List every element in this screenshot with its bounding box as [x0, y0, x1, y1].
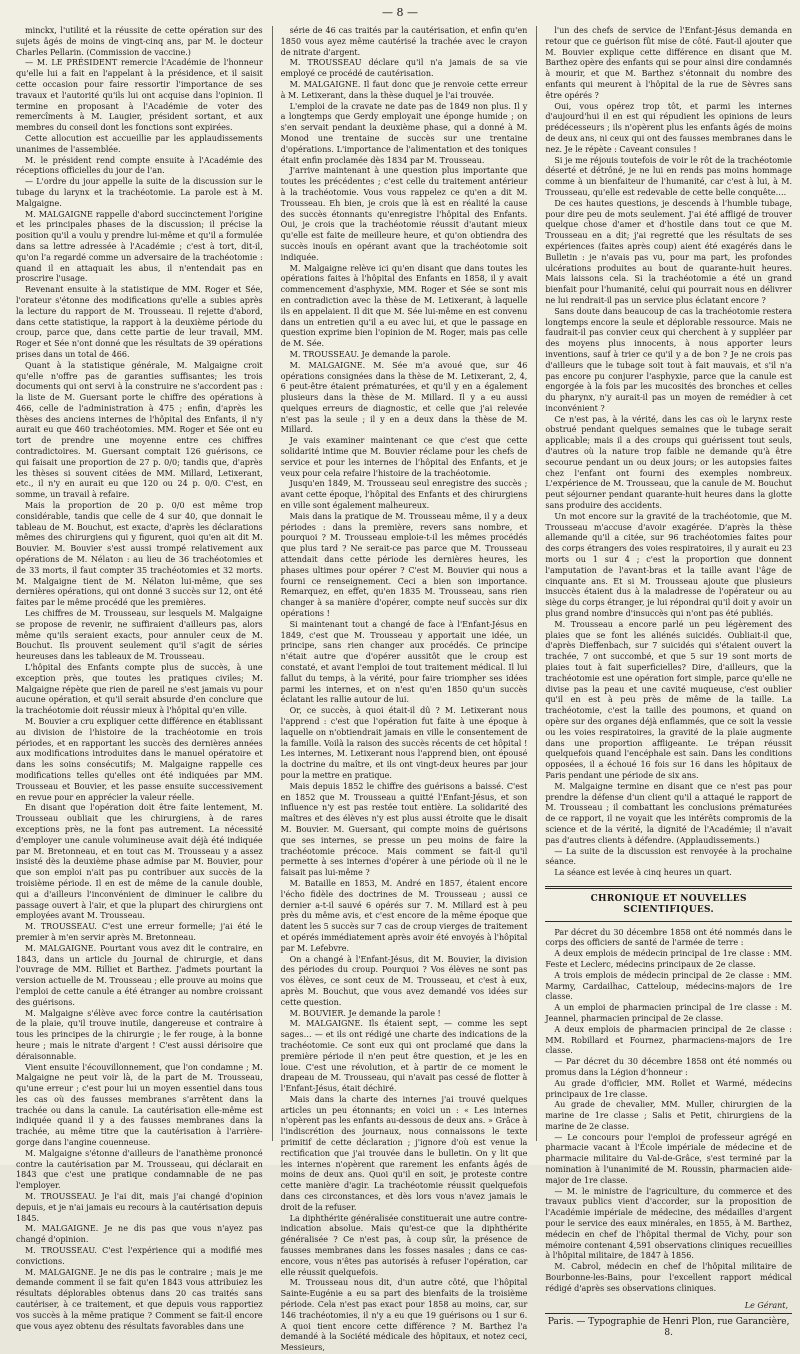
paragraph: L'emploi de la cravate ne date pas de 1849 non plus. Il y a longtemps que Gerdy employait une éponge humide ; on s'en servait pendant la deuxième phase, qui a donné à M. Monod une trentaine de succès sur une trentaine d'opérations. L'importance de l'alimentation et des toniques était enfin proclamée dès 1834 par M. Trousseau. [280, 101, 528, 165]
column-3 [536, 26, 793, 1339]
section-rule-top [545, 886, 792, 889]
paragraph: Par décret du 30 décembre 1858 ont été nommés dans le corps des officiers de santé de l'armée de terre : [545, 927, 793, 948]
paragraph: Mais dans la pratique de M. Trousseau même, il y a deux périodes : dans la première, revers sans nombre, et pourquoi ? M. Trousseau emploie-t-il les mêmes procédés que plus tard ? Ne serait-ce pas parce que M. Trousseau attendait dans cette période les dernières heures, les phases ultimes pour opérer ? C'est M. Bouvier qui nous a fourni ce renseignement. Ceci a bien son importance. Remarquez, en effet, qu'en 1835 M. Trousseau, sans rien changer à sa manière d'opérer, compte neuf succès sur dix opérations ! [280, 511, 528, 619]
column-2 [272, 26, 528, 1353]
paragraph: L'hôpital des Enfants compte plus de succès, à une exception près, que toutes les pratiques civiles; M. Malgaigne répète que rien de pareil ne s'est jamais vu pour aucune opération, et qu'il serait absurde d'en conclure que la trachéotomie doit réussir mieux à l'hôpital qu'en ville. [16, 663, 263, 716]
column-1 [16, 26, 263, 1331]
paragraph: M. MALGAIGNE. Il faut donc que je renvoie cette erreur à M. Letixerant, dans la thèse duquel je l'ai trouvée. [280, 79, 528, 100]
paragraph: A deux emplois de médecin principal de 1re classe : MM. Feste et Leclerc, médecins principaux de 2e classe. [545, 949, 793, 969]
paragraph: Vient ensuite l'écouvillonnement, que l'on condamne ; M. Malgaigne ne peut voir là, de la part de M. Trousseau, qu'une erreur ; c'est pour lui un moyen essentiel dans tous les cas où des fausses membranes s'arrêtent dans la trachée ou dans la canule. La cautérisation elle-même est indiquée quand il y a des fausses membranes dans la trachée, au même titre que la cautérisation à l'arrière-gorge dans l'angine couenneuse. [16, 1062, 263, 1148]
gerant-signoff: Le Gérant, [744, 1300, 789, 1310]
paragraph: Au grade d'officier, MM. Rollet et Warmé, médecins principaux de 1re classe. [545, 1078, 793, 1099]
paragraph: Oui, vous opérez trop tôt, et parmi les internes d'aujourd'hui il en est qui répudient les opinions de leurs prédécesseurs ; ils n'opèrent plus les enfants âgés de moins de deux ans, ni ceux qui ont des fausses membranes dans le nez. Je le répète : Caveant consules ! [545, 101, 793, 154]
paragraph: M. Malgaigne s'élève avec force contre la cautérisation de la plaie, qu'il trouve inutile, dangereuse et contraire à tous les principes de la chirurgie ; le fer rouge, à la bonne heure ; mais le nitrate d'argent ! C'est aussi dérisoire que déraisonnable. [16, 1008, 263, 1061]
paragraph: M. TROUSSEAU. C'est l'expérience qui a modifié mes convictions. [16, 1246, 263, 1266]
section-heading: CHRONIQUE ET NOUVELLES SCIENTIFIQUES. [590, 893, 747, 915]
paragraph: On a changé à l'Enfant-Jésus, dit M. Bouvier, la division des périodes du croup. Pourquoi ? Vos élèves ne sont pas vos élèves, ce sont ceux de M. Trousseau, et c'est à eux, après M. Bouchut, que vous avez demandé vos idées sur cette question. [280, 954, 528, 1007]
paragraph: Or, ce succès, à quoi était-il dû ? M. Letixerant nous l'apprend : c'est que l'opération fut faite à une époque à laquelle on n'obtiendrait jamais en ville le consentement de la famille. Voilà la raison des succès récents de cet hôpital ! Les internes, M. Letixerant nous l'apprend bien, ont épousé la doctrine du maître, et ils ont vingt-deux heures par jour pour la mettre en pratique. [280, 706, 528, 780]
paragraph: l'un des chefs de service de l'Enfant-Jésus demanda en retour que ce guérison fût mise de côté. Faut-il ajouter que M. Bouvier explique cette différence en disant que M. Barthez opère des enfants qui se pour ainsi dire condamnés à mourir, et que M. Barthez s'étonnait du nombre des enfants qui meurent à l'hôpital de la rue de Sèvres sans être opérés ? [545, 26, 793, 100]
paragraph: En disant que l'opération doit être faite lentement, M. Trousseau oubliait que les chirurgiens, à de rares exceptions près, ne la font pas autrement. La nécessité d'employer une canule volumineuse avait déjà été indiquée par M. Bretonneau, et en tout cas M. Trousseau y a assez insisté dès la deuxième phase admise par M. Bouvier, pour que son emploi n'ait pas pu contribuer aux succès de la troisième période. Il en est de même de la canule double, qui a d'ailleurs l'inconvénient de diminuer le calibre du passage ouvert à l'air, et que la plupart des chirurgiens ont employées avant M. Trousseau. [16, 803, 263, 921]
paragraph: Revenant ensuite à la statistique de MM. Roger et Sée, l'orateur s'étonne des modifications qu'elle a subies après la lecture du rapport de M. Trousseau. Il rejette d'abord, dans cette statistique, la rapport à la deuxième période du croup, parce que, dans cette partie de leur travail, MM. Roger et Sée n'ont donné que les résultats de 39 opérations prises dans un total de 466. [16, 285, 263, 359]
paragraph: M. TROUSSEAU. C'est une erreur formelle; j'ai été le premier à m'en servir après M. Bretonneau. [16, 922, 263, 942]
paragraph: La diphthérite généralisée constituerait une autre contre-indication absolue. Mais qu'est-ce que la diphthérite généralisée ? Ce n'est pas, à coup sûr, la présence de fausses membranes dans les fosses nasales ; dans ce cas-encore, vous n'êtes pas autorisés à refuser l'opération, car elle réussit quelquefois. [280, 1213, 528, 1277]
paragraph: A deux emplois de pharmacien principal de 2e classe : MM. Robillard et Fournez, pharmaciens-majors de 1re classe. [545, 1024, 793, 1056]
paragraph: M. le président rend compte ensuite à l'Académie des réceptions officielles du jour de l'an. [16, 155, 263, 176]
paragraph: M. TROUSSEAU. Je l'ai dit, mais j'ai changé d'opinion depuis, et je n'ai jamais eu recours à la cautérisation depuis 1845. [16, 1192, 263, 1223]
columns [16, 26, 793, 1353]
paragraph: Mais dans la charte des internes j'ai trouvé quelques articles un peu étonnants; en voici un : « Les internes n'opèrent pas les enfants au-dessous de deux ans. » Grâce à l'indiscrétion des journaux, nous connaissons le texte primitif de cette déclaration ; j'ignore d'où est venue la rectification que j'ai trouvée dans le bulletin. On y lit que les internes n'opèrent que rarement les enfants âgés de moins de deux ans. Quoi qu'il en soit, je proteste contre cette manière d'agir. La trachéotomie réussit quelquefois dans ces circonstances, et dès lors vous n'avez jamais le droit de la refuser. [280, 1094, 528, 1212]
paragraph: Mais depuis 1852 le chiffre des guérisons a baissé. C'est en 1852 que M. Trousseau a quitté l'Enfant-Jésus, et son influence n'y est pas restée tout entière. La solidarité des maîtres et des élèves n'y est plus aussi étroite que le disait M. Bouvier. M. Guersant, qui compte moins de guérisons que ses internes, se presse un peu moins de faire la trachéotomie précoce. Mais comment se fait-il qu'il permette à ses internes d'opérer à une période où il ne le faisait pas lui-même ? [280, 781, 528, 878]
paragraph: La séance est levée à cinq heures un quart. [554, 868, 732, 878]
paragraph: M. Trousseau nous dit, d'un autre côté, que l'hôpital Sainte-Eugénie a eu sa part des bienfaits de la troisième période. Cela n'est pas exact pour 1858 au moins, car, sur 146 trachéotomies, il n'y a eu que 19 guérisons ou 1 sur 6. A quoi tient encore cette différence ? M. Barthez l'a demandé à la Société médicale des hôpitaux, et notez ceci, Messieurs, [280, 1278, 528, 1353]
paragraph: Ce n'est pas, à la vérité, dans les cas où le larynx reste obstrué pendant quelques semaines que le tubage serait applicable; mais il a des croups qui guérissent tout seuls, d'autres où la nature trop faible ne demande qu'à être secourue pendant un ou deux jours; or les autopsies faites chez l'enfant ont fourni des exemples nombreux. L'expérience de M. Trousseau, que la canule de M. Bouchut peut séjourner pendant quarante-huit heures dans la glotte sans produire des accidents. [545, 414, 793, 511]
paragraph: série de 46 cas traités par la cautérisation, et enfin qu'en 1850 vous ayez même cautérisé la trachée avec le crayon de nitrate d'argent. [280, 26, 528, 57]
paragraph: Si je me réjouis toutefois de voir le rôt de la trachéotomie déserté et détrôné, je ne lui en rends pas moins hommage comme à un bienfaiteur de l'humanité, car c'est à lui, à M. Trousseau, qu'elle est redevable de cette belle conquête…. [545, 155, 793, 197]
paragraph: M. MALGAIGNE rappelle d'abord succinctement l'origine et les principales phases de la discussion; il précise la position qu'il a voulu y prendre lui-même et qu'il a formulée dans sa lettre adressée à l'Académie ; c'est à tort, dit-il, qu'on l'a regardé comme un adversaire de la trachéotomie : quand il en attaquait les abus, il n'entendait pas en proscrire l'usage. [16, 209, 263, 284]
paragraph: M. MALGAIGNE. Ils étaient sept, — comme les sept sages… — et ils ont rédigé une charte des indications de la trachéotomie. Ce sont eux qui ont proclamé que dans la première période il n'en peut être question, et je les en loue. C'est une révolution, et à partir de ce moment le drapeau de M. Trousseau, qui n'avait pas cessé de flotter à l'Enfant-Jésus, était déchiré. [280, 1019, 528, 1094]
paragraph: Quant à la statistique générale, M. Malgaigne croit qu'elle n'offre pas de garanties suffisantes; les trois documents qui ont servi à la construire ne s'accordent pas : la liste de M. Guersant porte le chiffre des opérations à 466, celle de l'administration à 475 ; enfin, d'après les thèses des anciens internes de l'hôpital des Enfants, il n'y aurait eu que 460 trachéotomies. MM. Roger et Sée ont eu tort de prendre une moyenne entre ces chiffres contradictoires. M. Guersant comptait 126 guérisons, ce qui faisait une proportion de 27 p. 0/0; tandis que, d'après les thèses si souvent citées de MM. Millard, Letixerant, etc., il n'y en aurait eu que 120 ou 24 p. 0/0. C'est, en somme, un travail à refaire. [16, 360, 263, 500]
paragraph: M. Bataille en 1853, M. André en 1857, étaient encore l'écho fidèle des doctrines de M. Trousseau ; aussi ce dernier a-t-il sauvé 6 opérés sur 7. M. Millard est à peu près du même avis, et c'est encore de la même époque que datent les 5 succès sur 7 cas de croup vierges de traitement et opérés immédiatement après avoir été envoyés à l'hôpital par M. Lefebvre. [280, 878, 528, 953]
paragraph: — M. le ministre de l'agriculture, du commerce et des travaux publics vient d'accorder, sur la proposition de l'Académie impériale de médecine, des médailles d'argent pour le service des eaux minérales, en 1855, à M. Barthez, médecin en chef de l'hôpital thermal de Vichy, pour son mémoire contenant 4,591 observations cliniques recueillies à l'hôpital militaire, de 1847 à 1856. [545, 1186, 793, 1261]
paragraph: Jusqu'en 1849, M. Trousseau seul enregistre des succès ; avant cette époque, l'hôpital des Enfants et des chirurgiens en ville sont également malheureux. [280, 479, 528, 511]
paragraph: M. Malgaigne s'étonne d'ailleurs de l'anathème prononcé contre la cautérisation par M. Trousseau, qui déclarait en 1843 que c'est une pratique condamnable de ne pas l'employer. [16, 1148, 263, 1191]
paragraph: M. MALGAIGNE. Je ne dis pas le contraire ; mais je me demande comment il se fait qu'en 1843 vous attribuiez les résultats déplorables obtenus dans 20 cas traités sans cautériser, à ce traitement, et que depuis vous rapportiez vos succès à la même pratique ? Comment se fait-il encore que vous ayez obtenu des résultats favorables dans une [16, 1267, 263, 1331]
section-rule-bottom [545, 921, 792, 922]
paragraph: Si maintenant tout a changé de face à l'Enfant-Jésus en 1849, c'est que M. Trousseau y apportait une idée, un principe, sans rien changer aux procédés. Ce principe n'était autre que d'opérer aussitôt que le croup est constaté, et avant l'emploi de tout traitement médical. Il lui fallut du temps, à la vérité, pour faire triompher ses idées parmi les internes, et on n'est qu'en 1850 qu'un succès éclatant les rallie autour de lui. [280, 619, 528, 705]
paragraph: — La suite de la discussion est renvoyée à la prochaine séance. [545, 846, 793, 867]
paragraph: — L'ordre du jour appelle la suite de la discussion sur le tubage du larynx et la trachéotomie. La parole est à M. Malgaigne. [16, 177, 263, 208]
paragraph: M. MALGAIGNE. Pourtant vous avez dit le contraire, en 1843, dans un article du Journal de chirurgie, et dans l'ouvrage de MM. Rilliet et Barthez. J'admets pourtant la version actuelle de M. Trousseau ; elle prouve au moins que l'emploi de cette canule a été étranger au nombre croissant des guérisons. [16, 943, 263, 1007]
printer-imprint: Paris. — Typographie de Henri Plon, rue Garancière, 8. [545, 1313, 792, 1339]
paragraph: M. TROUSSEAU déclare qu'il n'a jamais de sa vie employé ce procédé de cautérisation. [280, 58, 528, 79]
paragraph: De ces hautes questions, je descends à l'humble tubage, pour dire peu de mots seulement. J'ai été affligé de trouver quelque chose d'amer et d'hostile dans tout ce que M. Trousseau en a dit; j'ai regretté que les résultats de ses expériences (faites après coup) aient été exagérés dans le Bulletin : je n'avais pas vu, pour ma part, les profondes ulcérations produites au bout de quarante-huit heures. Mais laissons cela. Si la trachéotomie a été un grand bienfait pour l'humanité, celui qui pourrait nous en délivrer ne lui rendrait-il pas un service plus éclatant encore ? [545, 198, 793, 305]
paragraph: Je vais examiner maintenant ce que c'est que cette solidarité intime que M. Bouvier réclame pour les chefs de service et pour les internes de l'hôpital des Enfants, et je veux pour cela refaire l'histoire de la trachéotomie. [280, 436, 528, 478]
paragraph: — Le concours pour l'emploi de professeur agrégé en pharmacie vacant à l'École impériale de médecine et de pharmacie militaire du Val-de-Grâce, s'est terminé par la nomination à l'unanimité de M. Roussin, pharmacien aide-major de 1re classe. [545, 1132, 793, 1185]
paragraph: M. Cabrol, médecin en chef de l'hôpital militaire de Bourbonne-les-Bains, pour l'excellent rapport médical rédigé d'après ses observations cliniques. [545, 1262, 793, 1293]
paragraph: M. TROUSSEAU. Je demande la parole. [289, 349, 451, 359]
paragraph: A trois emplois de médecin principal de 2e classe : MM. Marmy, Cardailhac, Catteloup, médecins-majors de 1re classe. [545, 970, 793, 1002]
paragraph: minckx, l'utilité et la réussite de cette opération sur des sujets âgés de moins de vingt-cinq ans, par M. le docteur Charles Pellarin. (Commission de vaccine.) [16, 26, 263, 57]
paragraph: A un emploi de pharmacien principal de 1re classe : M. Jeannel, pharmacien principal de 2e classe. [545, 1003, 793, 1023]
column-3-paragraphs [545, 26, 792, 879]
column-2-paragraphs [281, 26, 528, 1354]
paragraph: J'arrive maintenant à une question plus importante que toutes les précédentes ; c'est celle du traitement antérieur à la trachéotomie. Vous vous rappelez ce qu'en a dit M. Trousseau. Eh bien, je crois que là est en réalité la cause des succès étonnants qu'enregistre l'hôpital des Enfants. Oui, je crois que la trachéotomie réussit d'autant mieux qu'elle est faite de meilleure heure, et qu'on obtiendra des succès inouïs en opérant avant que la trachéotomie soit indiquée. [280, 166, 528, 262]
news-section [545, 886, 792, 922]
paragraph: Mais la proportion de 20 p. 0/0 est même trop considérable, tandis que celle de 4 sur 40, que donnait le tableau de M. Bouchut, est exacte, d'après les déclarations mêmes des chirurgiens qui y figurent, quoi qu'en ait dit M. Bouvier. M. Bouvier s'est aussi trompé relativement aux opérations de M. Nélaton : au lieu de 36 trachéotomies et de 33 morts, il faut compter 35 trachéotomies et 32 morts. M. Malgaigne tient de M. Nélaton lui-même, que ses dernières opérations, qui ont donné 3 succès sur 12, ont été faites par le même procédé que les premières. [16, 501, 263, 608]
paragraph: Les chiffres de M. Trousseau, sur lesquels M. Malgaigne se propose de revenir, ne suffiraient d'ailleurs pas, alors même qu'ils seraient exacts, pour annuler ceux de M. Bouchut. Ils prouvent seulement qu'il s'agit de séries heureuses dans les tableaux de M. Trousseau. [16, 609, 263, 662]
paragraph: Sans doute dans beaucoup de cas la trachéotomie restera longtemps encore la seule et déplorable ressource. Mais ne faudrait-il pas convier ceux qui cherchent à y suppléer par des moyens plus innocents, à nous apporter leurs inventions, sauf à trier ce qu'il y a de bon ? Je ne crois pas d'ailleurs que le tubage soit tout à fait mauvais, et s'il n'a pas encore pu conjurer l'asphyxie, parce que la canule est engorgée à la fois par les mucosités des bronches et celles du pharynx, n'y aurait-il pas un moyen de remédier à cet inconvénient ? [545, 306, 793, 413]
paragraph: Au grade de chevalier, MM. Muller, chirurgien de la marine de 1re classe ; Salis et Petit, chirurgiens de la marine de 2e classe. [545, 1100, 793, 1131]
paragraph: Un mot encore sur la gravité de la trachéotomie, que M. Trousseau m'accuse d'avoir exagérée. D'après la thèse allemande qu'il a citée, sur 96 trachéotomies faites pour des corps étrangers des voies respiratoires, il y aurait eu 23 morts ou 1 sur 4 ; c'est la proportion que donnent l'amputation de l'avant-bras et la taille avant l'âge de cinquante ans. Et si M. Trousseau ajoute que plusieurs insuccès étaient dus à la maladresse de l'opérateur ou au siège du corps étranger, je lui répondrai qu'il doit y avoir un plus grand nombre d'insuccès qui n'ont pas été publiés. [545, 511, 793, 619]
paragraph: — Par décret du 30 décembre 1858 ont été nommés ou promus dans la Légion d'honneur : [545, 1057, 793, 1077]
paragraph: M. Bouvier a cru expliquer cette différence en établissant au division de l'histoire de la trachéotomie en trois périodes, et en rapportant les succès des dernières années aux modifications introduites dans le manuel opératoire et dans les soins consécutifs; M. Malgaigne rappelle ces modifications telles qu'elles ont été indiquées par MM. Trousseau et Bouvier, et les passe ensuite successivement en revue pour en apprécier la valeur réelle. [16, 717, 263, 802]
news-paragraphs [545, 928, 792, 1295]
page-number: — 8 — [382, 6, 418, 19]
paragraph: — M. LE PRÉSIDENT remercie l'Académie de l'honneur qu'elle lui a fait en l'appelant à la présidence, et il saisit cette occasion pour faire ressortir l'importance de ses travaux et l'autorité qu'ils lui ont acquise dans l'opinion. Il termine en proposant à l'Académie de voter des remercîments à M. Laugier, président sortant, et aux membres du conseil dont les fonctions sont expirées. [16, 58, 263, 133]
column-1-paragraphs [16, 26, 263, 1332]
paragraph: M. MALGAIGNE. M. Sée m'a avoué que, sur 46 opérations consignées dans la thèse de M. Letixerant, 2, 4, 6 peut-être étaient prématurées, et qu'il y en a également plusieurs dans la thèse de M. Millard. Il y a eu aussi quelques erreurs de diagnostic, et celle que j'ai relevée n'est pas la seule ; il y en a deux dans la thèse de M. Millard. [280, 360, 528, 435]
paragraph: M. Malgaigne termine en disant que ce n'est pas pour prendre la défense d'un client qu'il a attaqué le rapport de M. Trousseau ; il combattant les conclusions prématurées de ce rapport, il ne voyait que les intérêts compromis de la science et de la vérité, la dignité de l'Académie; il n'avait pas d'autres clients à défendre. (Applaudissements.) [545, 781, 793, 845]
paragraph: Cette allocution est accueillie par les applaudissements unanimes de l'assemblée. [16, 133, 263, 154]
paragraph: M. BOUVIER. Je demande la parole ! [289, 1008, 441, 1018]
paragraph: M. Malgaigne relève ici qu'en disant que dans toutes les opérations faites à l'hôpital des Enfants en 1858, il y avait commencement d'asphyxie, MM. Roger et Sée se sont mis en contradiction avec la thèse de M. Letixerant, à laquelle ils en appelaient. Il dit que M. Sée lui-même en est convenu dans un entretien qu'il a eu avec lui, et que le passage en question exprime bien l'opinion de M. Roger, mais pas celle de M. Sée. [280, 263, 528, 349]
paragraph: M. MALGAIGNE. Je ne dis pas que vous n'ayez pas changé d'opinion. [16, 1224, 263, 1245]
paragraph: M. Trousseau a encore parlé un peu légèrement des plaies que se font les aliénés suicidés. Oubliait-il que, d'après Dieffenbach, sur 7 suicidés qui s'étaient ouvert la trachée, 7 ont succombé, et que 5 sur 19 sont morts de plaies tout à fait superficielles? Dire, d'ailleurs, que la trachéotomie est une opération fort simple, parce qu'elle ne divise pas la peau et une cavité muqueuse, c'est oublier qu'il en est à peu près de même de la taille. La trachéotomie, c'est la taille des poumons, et quand on opère sur des organes déjà enflammés, que ce soit la vessie ou les voies respiratoires, la gravité de la plaie augmente dans une proportion affligeante. Le trépan réussit quelquefois quand l'encéphale est sain. Dans les conditions opposées, il a échoué 16 fois sur 16 dans les hôpitaux de Paris pendant une période de six ans. [545, 619, 793, 780]
